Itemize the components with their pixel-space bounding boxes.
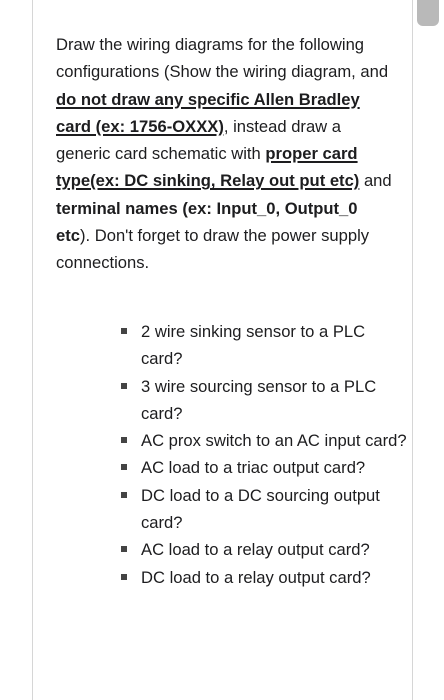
- bullet-icon: [121, 383, 127, 389]
- list-item: DC load to a DC sourcing output card?: [121, 482, 411, 537]
- scrollbar-thumb[interactable]: [417, 0, 439, 26]
- list-item: 2 wire sinking sensor to a PLC card?: [121, 318, 411, 373]
- list-item: AC load to a triac output card?: [121, 454, 411, 481]
- list-item: DC load to a relay output card?: [121, 564, 411, 591]
- bullet-icon: [121, 437, 127, 443]
- question-emphasis-card-type: proper card type(ex: DC sinking, Relay out put etc): [56, 144, 360, 191]
- bullet-icon: [121, 492, 127, 498]
- configuration-list: [121, 318, 411, 591]
- bullet-icon: [121, 328, 127, 334]
- question-instruction: , instead draw a generic card schematic with: [56, 116, 342, 164]
- question-closing: ). Don't forget to draw the power supply connections.: [56, 226, 370, 273]
- list-item: AC load to a relay output card?: [121, 536, 411, 563]
- bullet-icon: [121, 574, 127, 580]
- question-emphasis-no-specific-card: do not draw any specific Allen Bradley card (ex: 1756-OXXX): [56, 89, 360, 136]
- list-item: 3 wire sourcing sensor to a PLC card?: [121, 373, 411, 428]
- question-emphasis-terminal-names: terminal names (ex: Input_0, Output_0 etc: [56, 198, 358, 246]
- bullet-icon: [121, 546, 127, 552]
- question-text: [56, 31, 396, 277]
- question-intro: Draw the wiring diagrams for the following configurations (Show the wiring diagram, and: [56, 35, 389, 82]
- question-connector: and: [359, 171, 392, 191]
- bullet-icon: [121, 464, 127, 470]
- list-item: AC prox switch to an AC input card?: [121, 427, 411, 454]
